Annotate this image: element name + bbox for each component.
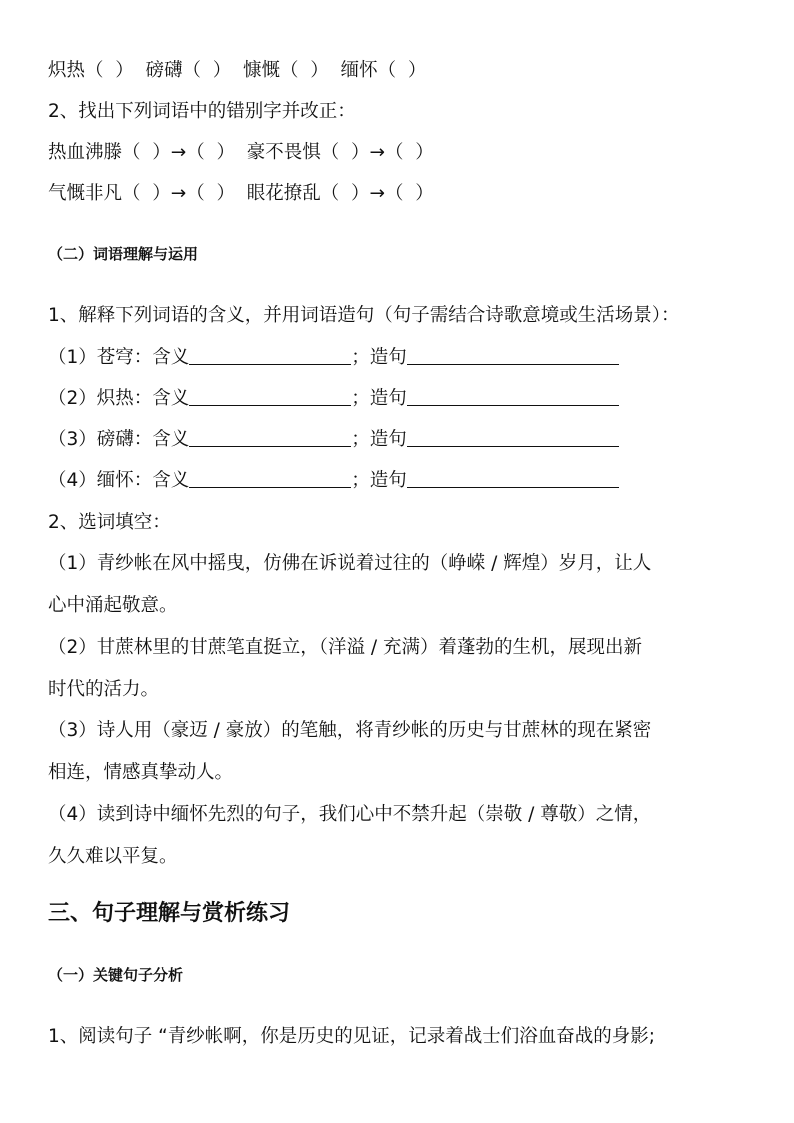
answer-blank[interactable] [189, 467, 351, 488]
section-heading: （二）词语理解与运用 [48, 245, 199, 263]
chapter-heading: 三、句子理解与赏析练习 [48, 901, 291, 926]
answer-blank[interactable] [407, 467, 619, 488]
section-heading: （一）关键句子分析 [48, 966, 184, 984]
item-label: （1）苍穹：含义 [48, 347, 190, 368]
answer-blank[interactable] [407, 426, 619, 447]
item-separator: ；造句 [351, 429, 407, 450]
question-text: 2、选词填空： [48, 512, 171, 533]
answer-blank[interactable] [407, 344, 619, 365]
fill-item-line: （3）诗人用（豪迈 / 豪放）的笔触，将青纱帐的历史与甘蔗林的现在紧密 [48, 720, 652, 741]
answer-blank[interactable] [189, 426, 351, 447]
fill-item-line: 久久难以平复。 [48, 846, 178, 867]
text-line: 2、找出下列词语中的错别字并改正： [48, 101, 356, 122]
fill-item-line: （1）青纱帐在风中摇曳，仿佛在诉说着过往的（峥嵘 / 辉煌）岁月，让人 [48, 553, 652, 574]
item-label: （4）缅怀：含义 [48, 470, 190, 491]
question-text: 1、解释下列词语的含义，并用词语造句（句子需结合诗歌意境或生活场景）： [48, 305, 680, 326]
definition-item [48, 385, 619, 412]
item-separator: ；造句 [351, 470, 407, 491]
text-line: 炽热（ ） 磅礴（ ） 慷慨（ ） 缅怀（ ） [48, 60, 427, 81]
fill-item-line: （2）甘蔗林里的甘蔗笔直挺立，（洋溢 / 充满）着蓬勃的生机，展现出新 [48, 637, 643, 658]
definition-item [48, 344, 619, 371]
fill-item-line: 时代的活力。 [48, 679, 160, 700]
text-line: 气慨非凡（ ）→（ ） 眼花撩乱（ ）→（ ） [48, 183, 434, 204]
answer-blank[interactable] [407, 385, 619, 406]
definition-item [48, 426, 619, 453]
item-label: （3）磅礴：含义 [48, 429, 190, 450]
item-label: （2）炽热：含义 [48, 388, 190, 409]
question-text: 1、阅读句子 “青纱帐啊，你是历史的见证，记录着战士们浴血奋战的身影; [48, 1026, 655, 1047]
fill-item-line: 相连，情感真挚动人。 [48, 762, 234, 783]
answer-blank[interactable] [189, 385, 351, 406]
fill-item-line: （4）读到诗中缅怀先烈的句子，我们心中不禁升起（崇敬 / 尊敬）之情， [48, 804, 652, 825]
definition-item [48, 467, 619, 494]
item-separator: ；造句 [351, 388, 407, 409]
fill-item-line: 心中涌起敬意。 [48, 595, 178, 616]
answer-blank[interactable] [189, 344, 351, 365]
item-separator: ；造句 [351, 347, 407, 368]
text-line: 热血沸滕（ ）→（ ） 豪不畏惧（ ）→（ ） [48, 142, 434, 163]
